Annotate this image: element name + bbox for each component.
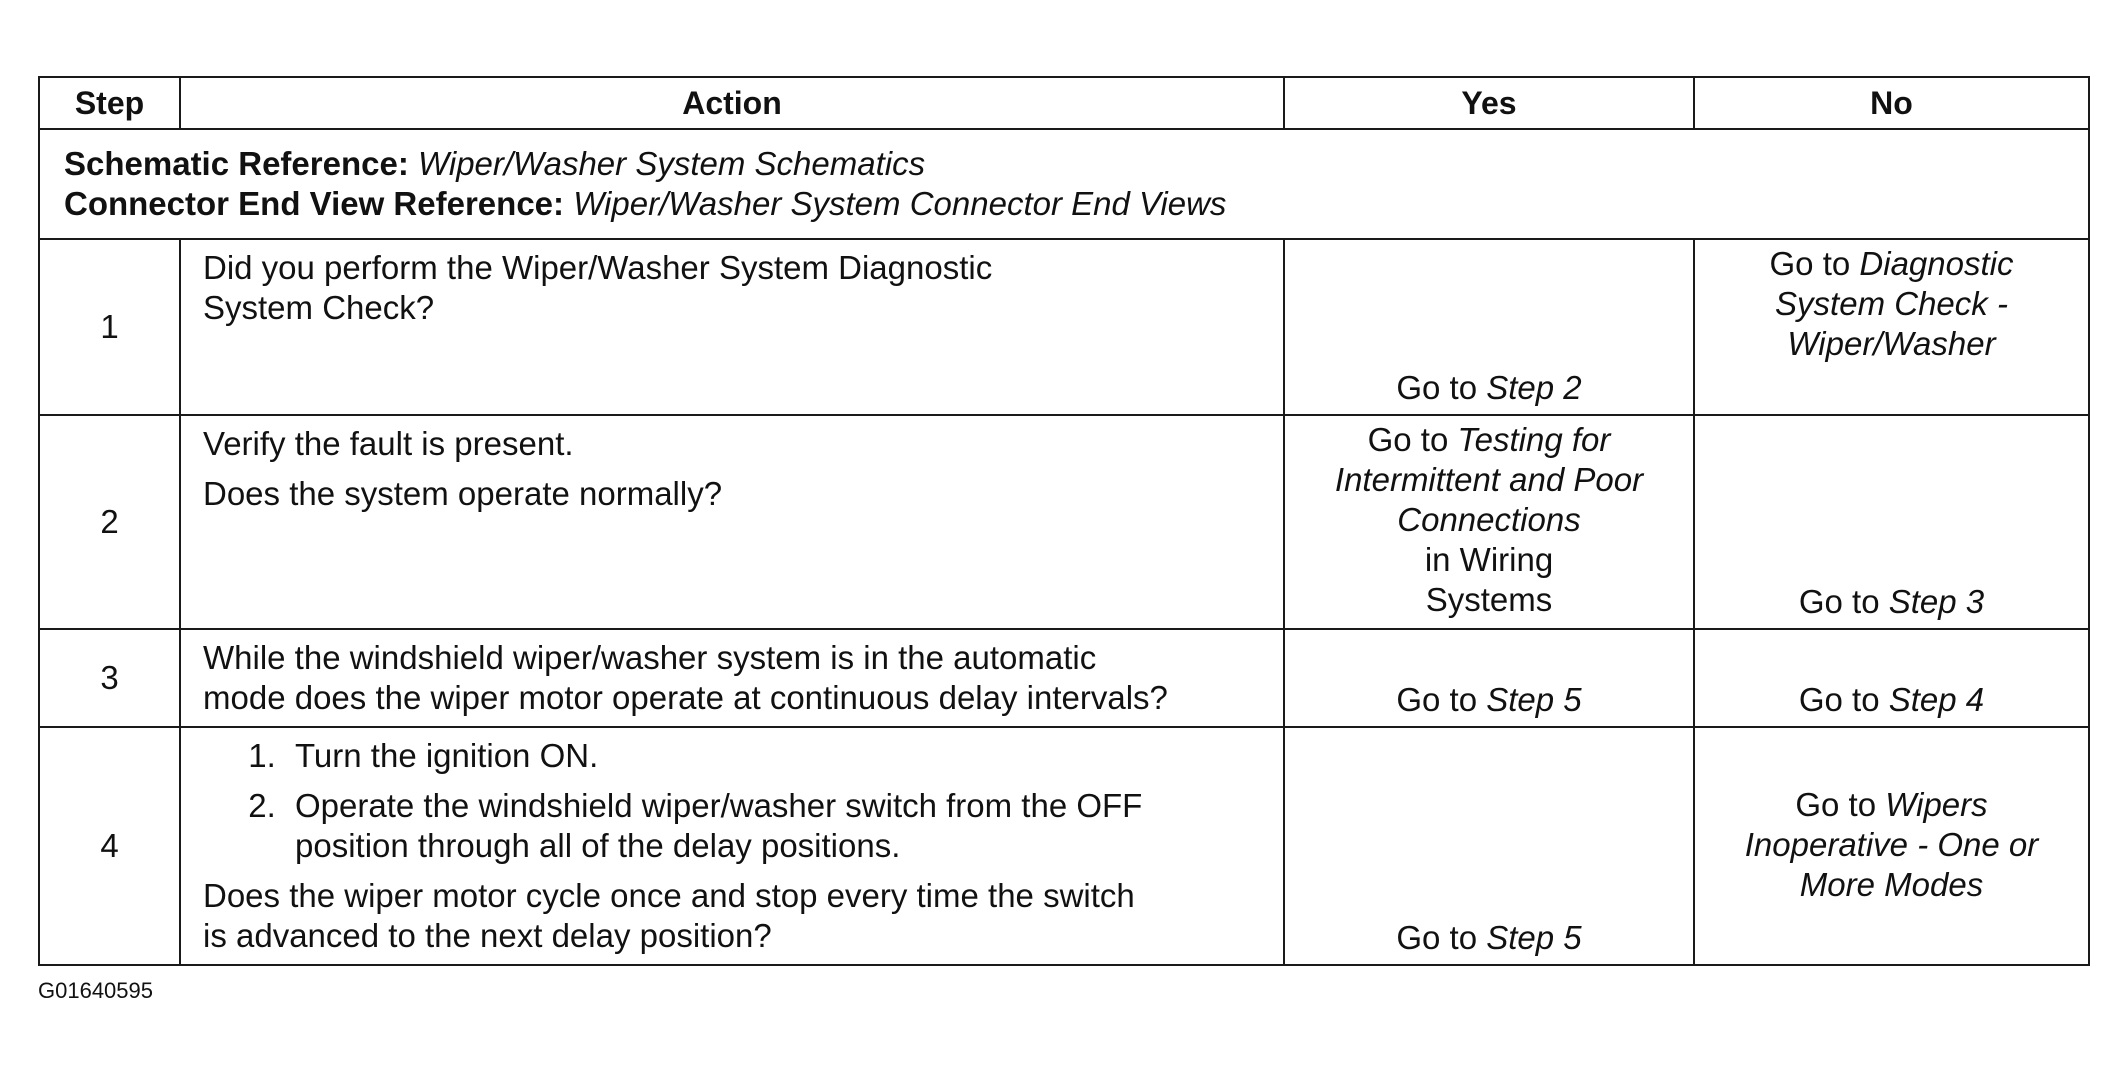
outcome-suffix: Systems bbox=[1425, 581, 1553, 618]
outcome-reference: More Modes bbox=[1799, 866, 1984, 903]
outcome-reference: Step 3 bbox=[1888, 583, 1985, 620]
step-action bbox=[180, 239, 1284, 415]
diagnostic-table bbox=[38, 76, 2090, 966]
outcome-reference: Diagnostic bbox=[1859, 245, 2014, 282]
schematic-reference-row bbox=[39, 129, 2089, 184]
outcome-prefix: Go to bbox=[1795, 786, 1877, 823]
schematic-reference-label: Schematic Reference: bbox=[64, 145, 409, 182]
step-number: 3 bbox=[39, 629, 180, 727]
action-question bbox=[203, 876, 1265, 956]
outcome-suffix: in Wiring bbox=[1424, 541, 1554, 578]
action-list bbox=[203, 736, 1265, 866]
yes-outcome bbox=[1284, 727, 1694, 965]
header-action: Action bbox=[180, 77, 1284, 129]
outcome-prefix: Go to bbox=[1798, 583, 1880, 620]
no-outcome bbox=[1694, 629, 2089, 727]
yes-outcome bbox=[1284, 415, 1694, 629]
list-item: 2. Operate the windshield wiper/washer switch from the OFF position through all of the delay positions. bbox=[285, 786, 1265, 866]
connector-reference bbox=[39, 184, 2089, 239]
outcome-reference: Step 5 bbox=[1486, 919, 1582, 956]
step-number: 1 bbox=[39, 239, 180, 415]
outcome-prefix: Go to bbox=[1396, 919, 1478, 956]
header-row bbox=[39, 77, 2089, 129]
header-no: No bbox=[1694, 77, 2089, 129]
outcome-reference: Wipers bbox=[1885, 786, 1988, 823]
step-action bbox=[180, 727, 1284, 965]
step-number: 2 bbox=[39, 415, 180, 629]
yes-outcome bbox=[1284, 239, 1694, 415]
action-line: System Check? bbox=[203, 289, 435, 326]
outcome-reference: System Check - bbox=[1775, 285, 2008, 322]
schematic-reference bbox=[39, 129, 2089, 184]
outcome-reference: Step 5 bbox=[1486, 681, 1582, 718]
action-line: mode does the wiper motor operate at continuous delay intervals? bbox=[203, 679, 1168, 716]
outcome-reference: Inoperative - One or bbox=[1744, 826, 2039, 863]
action-line: Did you perform the Wiper/Washer System Diagnostic bbox=[203, 249, 993, 286]
step-row-2 bbox=[39, 415, 2089, 629]
header-step: Step bbox=[39, 77, 180, 129]
step-action bbox=[180, 629, 1284, 727]
action-line: Does the wiper motor cycle once and stop every time the switch bbox=[203, 877, 1135, 914]
no-outcome bbox=[1694, 727, 2089, 965]
outcome-reference: Connections bbox=[1397, 501, 1581, 538]
figure-id: G01640595 bbox=[38, 978, 153, 1003]
outcome-prefix: Go to bbox=[1367, 421, 1449, 458]
list-item: 1. Turn the ignition ON. bbox=[285, 736, 1265, 776]
step-row-1 bbox=[39, 239, 2089, 415]
outcome-reference: Intermittent and Poor bbox=[1334, 461, 1644, 498]
step-row-4 bbox=[39, 727, 2089, 965]
connector-reference-label: Connector End View Reference: bbox=[64, 185, 565, 222]
outcome-prefix: Go to bbox=[1396, 681, 1478, 718]
outcome-prefix: Go to bbox=[1798, 681, 1880, 718]
outcome-prefix: Go to bbox=[1396, 369, 1478, 406]
action-line: While the windshield wiper/washer system is in the automatic bbox=[203, 639, 1097, 676]
header-yes: Yes bbox=[1284, 77, 1694, 129]
no-outcome bbox=[1694, 239, 2089, 415]
step-number: 4 bbox=[39, 727, 180, 965]
outcome-reference: Testing for bbox=[1457, 421, 1611, 458]
outcome-reference: Step 2 bbox=[1486, 369, 1582, 406]
action-line: Does the system operate normally? bbox=[203, 475, 723, 512]
outcome-reference: Step 4 bbox=[1888, 681, 1985, 718]
step-row-3 bbox=[39, 629, 2089, 727]
action-line: is advanced to the next delay position? bbox=[203, 917, 772, 954]
no-outcome bbox=[1694, 415, 2089, 629]
schematic-reference-link: Wiper/Washer System Schematics bbox=[418, 145, 926, 182]
outcome-reference: Wiper/Washer bbox=[1787, 325, 1996, 362]
action-line: Verify the fault is present. bbox=[203, 425, 574, 462]
outcome-prefix: Go to bbox=[1769, 245, 1851, 282]
yes-outcome bbox=[1284, 629, 1694, 727]
connector-reference-link: Wiper/Washer System Connector End Views bbox=[573, 185, 1227, 222]
connector-reference-row bbox=[39, 184, 2089, 239]
step-action bbox=[180, 415, 1284, 629]
